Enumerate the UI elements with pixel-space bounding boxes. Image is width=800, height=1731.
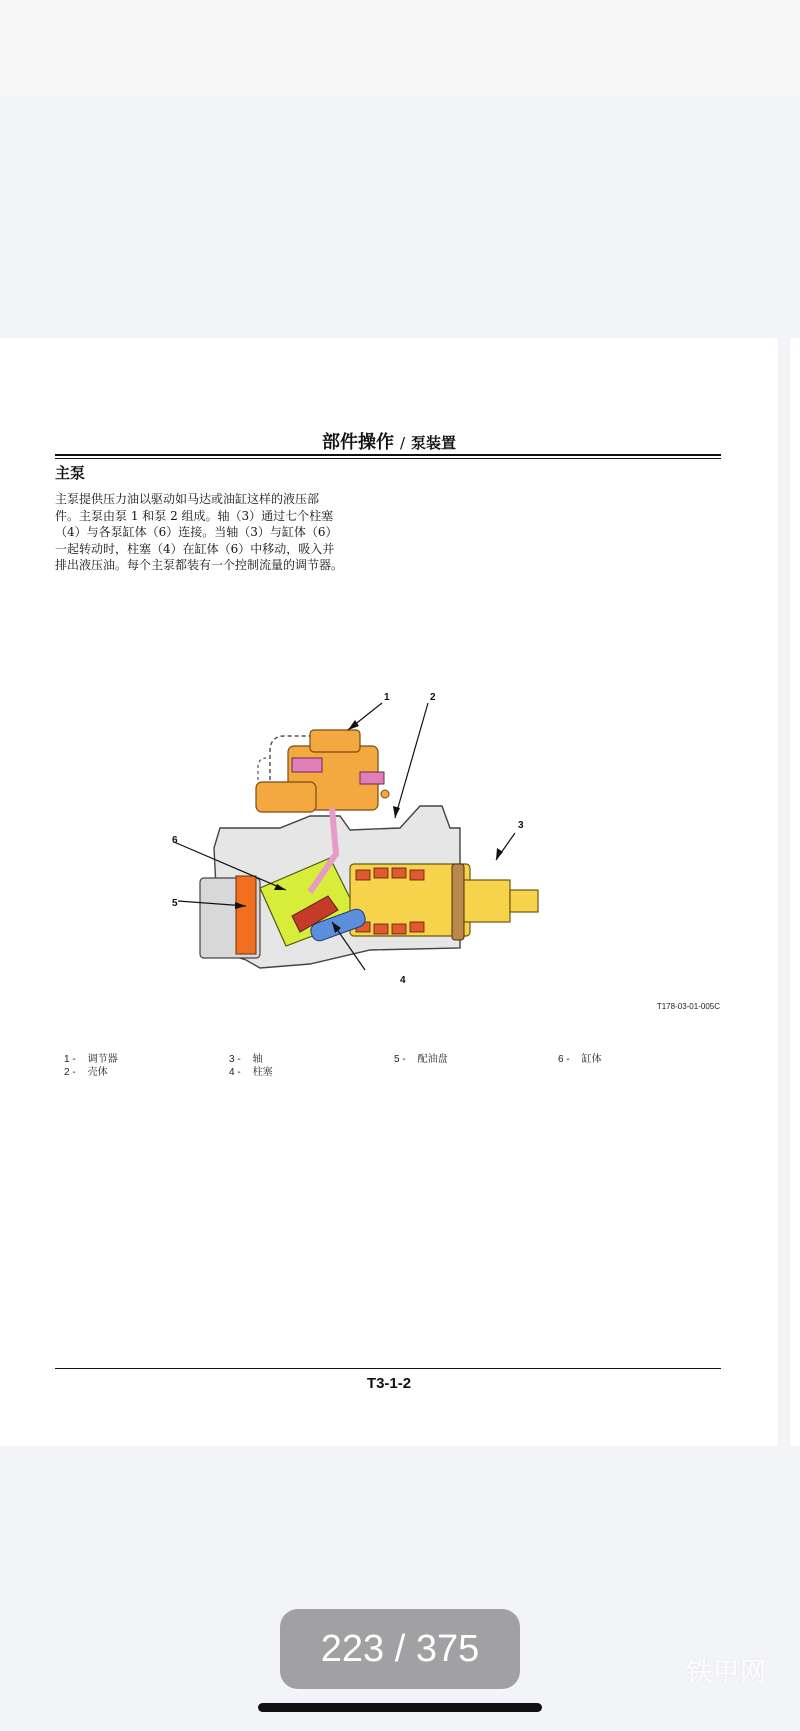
header-rule-thin	[55, 458, 721, 459]
section-heading: 主泵	[55, 464, 86, 482]
body-line: 件。主泵由泵 1 和泵 2 组成。轴（3）通过七个柱塞	[55, 508, 334, 523]
legend-label: 柱塞	[252, 1067, 273, 1078]
callout-label: 1	[384, 692, 390, 703]
legend-num: 6 -	[558, 1054, 570, 1065]
header-rule	[55, 454, 721, 456]
legend-num: 1 -	[64, 1054, 76, 1065]
page-header	[0, 428, 778, 454]
callout-label: 6	[172, 835, 178, 846]
callout-arrowhead	[348, 720, 359, 730]
home-indicator[interactable]	[258, 1703, 542, 1712]
shaft-flange	[452, 864, 464, 940]
body-line: 主泵提供压力油以驱动如马达或油缸这样的液压部	[55, 492, 320, 506]
regulator-body	[310, 730, 360, 752]
regulator-spool	[360, 772, 384, 784]
legend-label: 壳体	[87, 1067, 108, 1078]
valve-plate	[236, 876, 256, 954]
callout-label: 3	[518, 820, 524, 831]
pump-cutaway-figure	[160, 678, 580, 988]
output-shaft	[510, 890, 538, 912]
page-edge	[790, 338, 800, 1446]
page-counter[interactable]: 223 / 375	[280, 1609, 520, 1689]
document-page	[0, 338, 778, 1446]
body-paragraph	[55, 491, 385, 574]
body-line: 排出液压油。每个主泵都装有一个控制流量的调节器。	[55, 558, 344, 572]
footer-rule	[55, 1368, 721, 1369]
legend-label: 调节器	[87, 1054, 118, 1065]
output-shaft	[460, 880, 510, 922]
legend-label: 轴	[252, 1054, 263, 1065]
site-watermark: 铁甲网	[686, 1658, 768, 1688]
regulator-spool	[292, 758, 322, 772]
callout-leader	[395, 703, 428, 818]
page-id: T3-1-2	[366, 1375, 412, 1392]
legend-item	[229, 1063, 273, 1078]
callout-label: 4	[400, 975, 406, 986]
regulator-body	[256, 782, 316, 812]
legend-item	[558, 1050, 602, 1065]
figure-code: T178-03-01-005C	[656, 1002, 720, 1011]
body-line: （4）与各泵缸体（6）连接。当轴（3）与缸体（6）	[55, 525, 338, 539]
legend-label: 缸体	[581, 1054, 602, 1065]
figure-legend	[64, 1050, 724, 1090]
legend-num: 5 -	[394, 1054, 406, 1065]
header-subtitle: 泵装置	[411, 434, 457, 452]
callout-label: 2	[430, 692, 436, 703]
callout-label: 5	[172, 898, 178, 909]
legend-item	[64, 1063, 108, 1078]
legend-num: 2 -	[64, 1067, 76, 1078]
regulator-plug	[381, 790, 389, 798]
body-line: 一起转动时，柱塞（4）在缸体（6）中移动，吸入并	[55, 541, 335, 556]
legend-item	[394, 1050, 448, 1065]
legend-num: 3 -	[229, 1054, 241, 1065]
legend-num: 4 -	[229, 1067, 241, 1078]
legend-label: 配油盘	[417, 1054, 448, 1065]
top-band	[0, 0, 800, 95]
header-title: 部件操作	[321, 432, 394, 453]
callout-arrowhead	[393, 806, 400, 818]
callout-arrowhead	[496, 848, 503, 860]
header-separator: /	[399, 434, 406, 452]
